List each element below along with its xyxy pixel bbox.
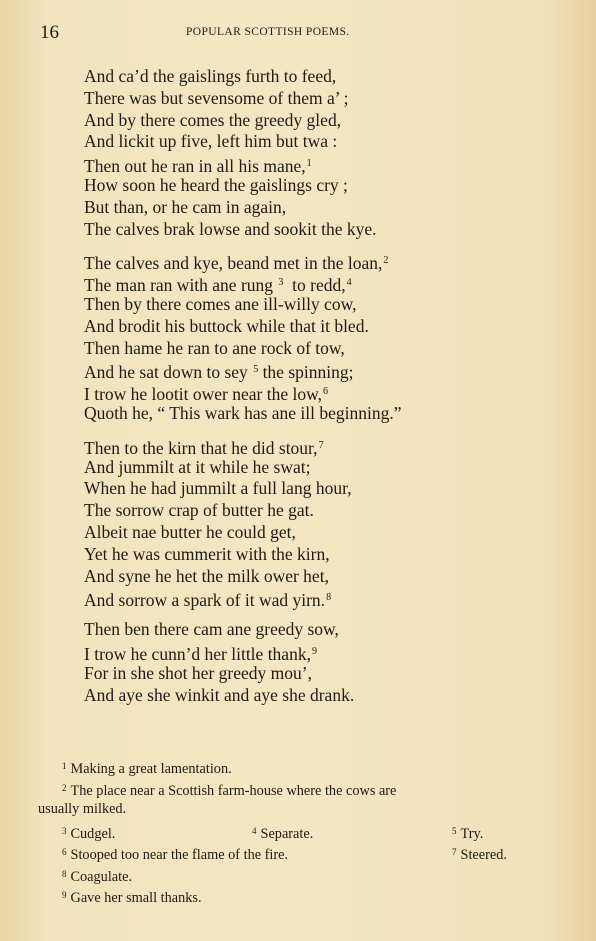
poem-line — [84, 381, 564, 403]
poem-line — [84, 403, 564, 425]
footnote-1: $^1$ Making a great lamentation. — [62, 761, 232, 777]
poem-line — [84, 250, 564, 272]
footnote-9: $^9$ Gave her small thanks. — [62, 890, 202, 906]
footnote-marker: 8 — [326, 592, 332, 604]
page-number: 16 — [40, 22, 59, 43]
line-text: Then hame he ran to ane rock of tow, — [84, 337, 345, 358]
stanza — [84, 619, 564, 706]
line-text: Yet he was cummerit with the kirn, — [84, 543, 330, 564]
line-text: And aye she winkit and aye she drank. — [84, 684, 355, 705]
footnote-marker: 4 — [346, 277, 352, 289]
poem-line — [84, 66, 564, 88]
footnote-marker: 3 — [278, 277, 284, 289]
line-text: And ca’d the gaislings furth to feed, — [84, 66, 337, 86]
line-text: And by there comes the greedy gled, — [84, 109, 342, 130]
poem-line — [84, 153, 564, 175]
poem-line — [84, 478, 564, 500]
poem-line — [84, 641, 564, 663]
line-text: And jummilt at it while he swat; — [84, 456, 311, 477]
line-text: And brodit his buttock while that it bled. — [84, 315, 369, 336]
footnote-8: $^8$ Coagulate. — [62, 868, 133, 885]
poem-line — [84, 566, 564, 588]
page-header — [0, 22, 596, 46]
poem-line — [84, 219, 564, 241]
line-text: And he sat down to sey — [84, 362, 253, 383]
poem-line — [84, 316, 564, 338]
footnote-marker: 6 — [322, 386, 328, 398]
poem-line — [84, 294, 564, 316]
line-text: The calves brak lowse and sookit the kye. — [84, 218, 377, 239]
line-text: And sorrow a spark of it wad yirn. — [84, 590, 326, 611]
stanza — [84, 250, 564, 424]
line-text: How soon he heard the gaislings cry ; — [84, 174, 348, 195]
footnote-marker: 9 — [311, 645, 317, 657]
line-text: For in she shot her greedy mou’, — [84, 662, 312, 683]
footnote-7: $^7$ Steered. — [452, 847, 507, 863]
line-text: There was but sevensome of them a’ ; — [84, 87, 349, 108]
footnote-6: $^6$ Stooped too near the flame of the fire. — [62, 847, 289, 863]
stanza — [84, 435, 564, 609]
footnote-marker: 7 — [318, 439, 324, 451]
footnote-row-6-7 — [38, 842, 568, 864]
line-text: I trow he lootit ower near the low, — [84, 384, 322, 405]
line-text: to redd, — [283, 275, 346, 296]
poem — [84, 66, 564, 716]
poem-line — [84, 338, 564, 360]
poem-line — [84, 435, 564, 457]
line-text: Then ben there cam ane greedy sow, — [84, 619, 339, 640]
poem-line — [84, 175, 564, 197]
footnote-3: $^3$ Cudgel. — [62, 825, 116, 842]
footnote-marker: 2 — [383, 255, 389, 267]
stanza — [84, 66, 564, 240]
poem-line — [84, 619, 564, 641]
line-text: Albeit nae butter he could get, — [84, 521, 296, 542]
footnote-2-continuation: usually milked. — [38, 801, 127, 817]
line-text: And lickit up five, left him but twa : — [84, 131, 338, 152]
poem-line — [84, 500, 564, 522]
footnote-marker: 1 — [306, 158, 312, 170]
footnotes — [38, 756, 568, 907]
poem-line — [84, 522, 564, 544]
poem-line — [84, 272, 564, 294]
line-text: Quoth he, “ This wark has ane ill beginning.” — [84, 402, 402, 423]
poem-line — [84, 197, 564, 219]
line-text: And syne he het the milk ower het, — [84, 565, 329, 586]
footnote-5: $^5$ Try. — [452, 825, 484, 842]
poem-line — [84, 544, 564, 566]
line-text: Then by there comes ane ill-willy cow, — [84, 293, 357, 314]
poem-line — [84, 88, 564, 110]
footnote-2: $^2$ The place near a Scottish farm-house where the cows are — [62, 782, 397, 799]
line-text: Then out he ran in all his mane, — [84, 156, 306, 177]
line-text: The man ran with ane rung — [84, 275, 278, 296]
line-text: When he had jummilt a full lang hour, — [84, 478, 352, 499]
footnote-4: $^4$ Separate. — [252, 825, 314, 842]
poem-line — [84, 359, 564, 381]
line-text: The sorrow crap of butter he gat. — [84, 500, 314, 521]
footnote-row-3-5 — [38, 821, 568, 843]
poem-line — [84, 457, 564, 479]
poem-line — [84, 131, 564, 153]
line-text: Then to the kirn that he did stour, — [84, 437, 318, 458]
line-text: But than, or he cam in again, — [84, 196, 287, 217]
running-head: POPULAR SCOTTISH POEMS. — [186, 26, 350, 38]
poem-line — [84, 685, 564, 707]
line-text: I trow he cunn’d her little thank, — [84, 643, 311, 664]
poem-line — [84, 663, 564, 685]
line-text: The calves and kye, beand met in the loan, — [84, 253, 383, 274]
line-text: the spinning; — [258, 362, 354, 383]
footnote-marker: 5 — [253, 364, 259, 376]
poem-line — [84, 110, 564, 132]
poem-line — [84, 587, 564, 609]
